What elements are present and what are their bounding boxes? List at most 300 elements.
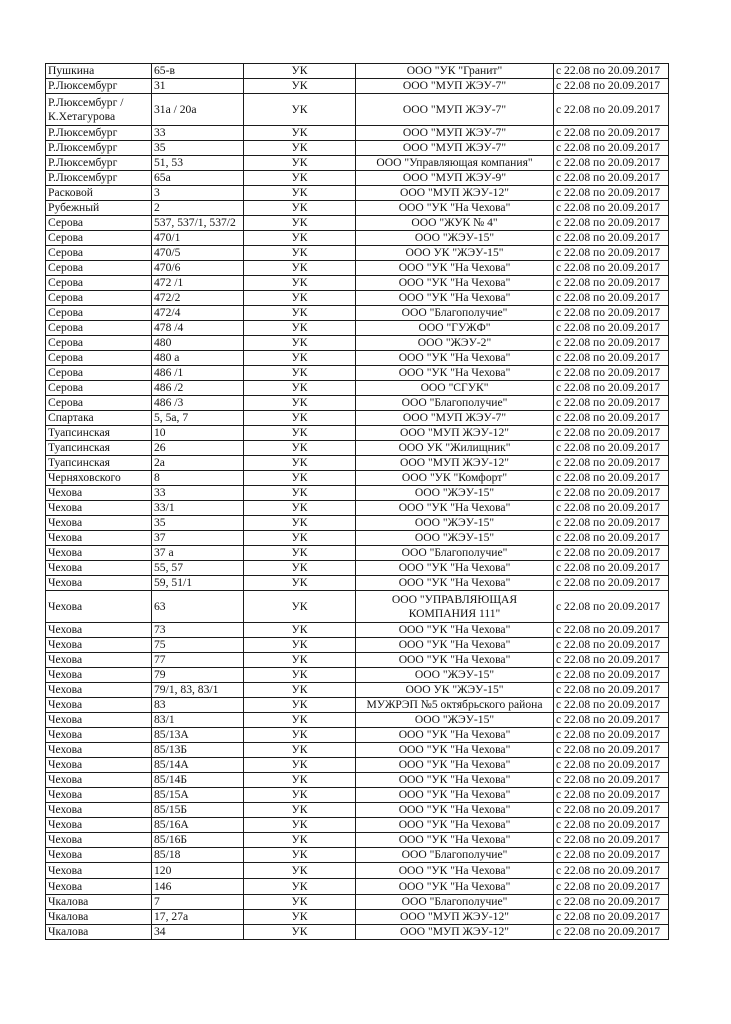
table-row <box>46 818 669 833</box>
house-cell: 486 /2 <box>152 381 244 396</box>
type-cell: УК <box>244 788 356 803</box>
street-cell: Р.Люксембург <box>46 156 152 171</box>
period-cell: с 22.08 по 20.09.2017 <box>554 201 669 216</box>
type-cell: УК <box>244 186 356 201</box>
type-cell: УК <box>244 591 356 623</box>
type-cell: УК <box>244 728 356 743</box>
organization-cell: ООО "УК "На Чехова" <box>356 863 554 879</box>
street-cell: Чехова <box>46 623 152 638</box>
organization-cell: ООО "МУП ЖЭУ-7" <box>356 126 554 141</box>
house-cell: 59, 51/1 <box>152 576 244 591</box>
organization-cell: ООО "ЖЭУ-15" <box>356 516 554 531</box>
organization-cell: ООО "УК "На Чехова" <box>356 576 554 591</box>
house-cell: 480 <box>152 336 244 351</box>
table-row <box>46 441 669 456</box>
house-cell: 35 <box>152 141 244 156</box>
house-cell: 31 <box>152 79 244 94</box>
period-cell: с 22.08 по 20.09.2017 <box>554 546 669 561</box>
period-cell: с 22.08 по 20.09.2017 <box>554 171 669 186</box>
table-row <box>46 743 669 758</box>
period-cell: с 22.08 по 20.09.2017 <box>554 848 669 863</box>
street-cell: Чкалова <box>46 910 152 925</box>
house-cell: 55, 57 <box>152 561 244 576</box>
type-cell: УК <box>244 743 356 758</box>
street-cell: Р.Люксембург <box>46 171 152 186</box>
type-cell: УК <box>244 668 356 683</box>
street-cell: Серова <box>46 231 152 246</box>
type-cell: УК <box>244 79 356 94</box>
period-cell: с 22.08 по 20.09.2017 <box>554 79 669 94</box>
organization-cell: ООО "УК "На Чехова" <box>356 653 554 668</box>
house-cell: 65-в <box>152 64 244 79</box>
type-cell: УК <box>244 141 356 156</box>
type-cell: УК <box>244 156 356 171</box>
table-row <box>46 910 669 925</box>
table-row <box>46 803 669 818</box>
organization-cell: ООО "УК "На Чехова" <box>356 366 554 381</box>
table-row <box>46 773 669 788</box>
period-cell: с 22.08 по 20.09.2017 <box>554 231 669 246</box>
street-cell: Серова <box>46 336 152 351</box>
street-cell: Серова <box>46 321 152 336</box>
table-row <box>46 501 669 516</box>
house-cell: 83 <box>152 698 244 713</box>
period-cell: с 22.08 по 20.09.2017 <box>554 396 669 411</box>
organization-cell: ООО "УК "На Чехова" <box>356 833 554 848</box>
organization-cell: ООО "УК "На Чехова" <box>356 788 554 803</box>
period-cell: с 22.08 по 20.09.2017 <box>554 411 669 426</box>
house-cell: 2а <box>152 456 244 471</box>
period-cell: с 22.08 по 20.09.2017 <box>554 291 669 306</box>
street-cell: Чехова <box>46 591 152 623</box>
type-cell: УК <box>244 773 356 788</box>
table-row <box>46 246 669 261</box>
street-cell: Чехова <box>46 863 152 879</box>
table-row <box>46 623 669 638</box>
house-cell: 83/1 <box>152 713 244 728</box>
house-cell: 85/18 <box>152 848 244 863</box>
street-cell: Серова <box>46 366 152 381</box>
house-cell: 33/1 <box>152 501 244 516</box>
street-cell: Серова <box>46 381 152 396</box>
table-row <box>46 925 669 940</box>
organization-cell: ООО "Благополучие" <box>356 848 554 863</box>
house-cell: 486 /1 <box>152 366 244 381</box>
organization-cell: ООО "МУП ЖЭУ-7" <box>356 94 554 126</box>
table-row <box>46 471 669 486</box>
organization-cell: ООО УК "ЖЭУ-15" <box>356 683 554 698</box>
table-row <box>46 381 669 396</box>
organization-cell: ООО "СГУК" <box>356 381 554 396</box>
period-cell: с 22.08 по 20.09.2017 <box>554 94 669 126</box>
type-cell: УК <box>244 276 356 291</box>
period-cell: с 22.08 по 20.09.2017 <box>554 336 669 351</box>
house-cell: 146 <box>152 879 244 895</box>
organization-cell: ООО УК "Жилищник" <box>356 441 554 456</box>
type-cell: УК <box>244 441 356 456</box>
organization-cell: ООО "УК "Комфорт" <box>356 471 554 486</box>
period-cell: с 22.08 по 20.09.2017 <box>554 698 669 713</box>
house-cell: 470/5 <box>152 246 244 261</box>
street-cell: Чехова <box>46 743 152 758</box>
table-row <box>46 531 669 546</box>
house-cell: 73 <box>152 623 244 638</box>
type-cell: УК <box>244 381 356 396</box>
organization-cell: ООО "УК "На Чехова" <box>356 291 554 306</box>
organization-cell: ООО "УК "На Чехова" <box>356 758 554 773</box>
period-cell: с 22.08 по 20.09.2017 <box>554 426 669 441</box>
street-cell: Расковой <box>46 186 152 201</box>
table-row <box>46 516 669 531</box>
period-cell: с 22.08 по 20.09.2017 <box>554 456 669 471</box>
organization-cell: ООО "ЖУК № 4" <box>356 216 554 231</box>
period-cell: с 22.08 по 20.09.2017 <box>554 276 669 291</box>
organization-cell: ООО "МУП ЖЭУ-9" <box>356 171 554 186</box>
period-cell: с 22.08 по 20.09.2017 <box>554 516 669 531</box>
type-cell: УК <box>244 531 356 546</box>
type-cell: УК <box>244 546 356 561</box>
street-cell: Чехова <box>46 698 152 713</box>
type-cell: УК <box>244 336 356 351</box>
table-row <box>46 186 669 201</box>
period-cell: с 22.08 по 20.09.2017 <box>554 486 669 501</box>
type-cell: УК <box>244 863 356 879</box>
period-cell: с 22.08 по 20.09.2017 <box>554 531 669 546</box>
table-body <box>46 64 669 940</box>
organization-cell: ООО "УК "На Чехова" <box>356 879 554 895</box>
street-cell: Серова <box>46 216 152 231</box>
type-cell: УК <box>244 411 356 426</box>
table-row <box>46 291 669 306</box>
type-cell: УК <box>244 471 356 486</box>
street-cell: Чехова <box>46 683 152 698</box>
street-cell: Серова <box>46 246 152 261</box>
street-cell: Чехова <box>46 833 152 848</box>
period-cell: с 22.08 по 20.09.2017 <box>554 186 669 201</box>
organization-cell: ООО "МУП ЖЭУ-7" <box>356 79 554 94</box>
period-cell: с 22.08 по 20.09.2017 <box>554 743 669 758</box>
period-cell: с 22.08 по 20.09.2017 <box>554 216 669 231</box>
period-cell: с 22.08 по 20.09.2017 <box>554 713 669 728</box>
type-cell: УК <box>244 516 356 531</box>
street-cell: Чехова <box>46 653 152 668</box>
period-cell: с 22.08 по 20.09.2017 <box>554 576 669 591</box>
house-cell: 51, 53 <box>152 156 244 171</box>
table-row <box>46 141 669 156</box>
period-cell: с 22.08 по 20.09.2017 <box>554 351 669 366</box>
table-row <box>46 156 669 171</box>
house-cell: 85/13Б <box>152 743 244 758</box>
type-cell: УК <box>244 683 356 698</box>
house-cell: 85/16А <box>152 818 244 833</box>
period-cell: с 22.08 по 20.09.2017 <box>554 758 669 773</box>
period-cell: с 22.08 по 20.09.2017 <box>554 321 669 336</box>
organization-cell: ООО "УК "На Чехова" <box>356 728 554 743</box>
period-cell: с 22.08 по 20.09.2017 <box>554 925 669 940</box>
table-row <box>46 576 669 591</box>
type-cell: УК <box>244 638 356 653</box>
street-cell: Р.Люксембург <box>46 126 152 141</box>
type-cell: УК <box>244 64 356 79</box>
table-row <box>46 833 669 848</box>
house-cell: 470/6 <box>152 261 244 276</box>
organization-cell: ООО "МУП ЖЭУ-12" <box>356 426 554 441</box>
house-cell: 120 <box>152 863 244 879</box>
organization-cell: ООО "МУП ЖЭУ-7" <box>356 411 554 426</box>
organization-cell: ООО "ЖЭУ-15" <box>356 668 554 683</box>
house-cell: 478 /4 <box>152 321 244 336</box>
table-row <box>46 863 669 879</box>
type-cell: УК <box>244 351 356 366</box>
house-cell: 537, 537/1, 537/2 <box>152 216 244 231</box>
house-cell: 85/13А <box>152 728 244 743</box>
table-row <box>46 201 669 216</box>
table-row <box>46 653 669 668</box>
period-cell: с 22.08 по 20.09.2017 <box>554 879 669 895</box>
table-row <box>46 758 669 773</box>
house-cell: 37 <box>152 531 244 546</box>
table-row <box>46 216 669 231</box>
period-cell: с 22.08 по 20.09.2017 <box>554 141 669 156</box>
street-cell: Чехова <box>46 788 152 803</box>
street-cell: Рубежный <box>46 201 152 216</box>
house-cell: 470/1 <box>152 231 244 246</box>
house-cell: 472 /1 <box>152 276 244 291</box>
street-cell: Серова <box>46 276 152 291</box>
house-cell: 79/1, 83, 83/1 <box>152 683 244 698</box>
type-cell: УК <box>244 758 356 773</box>
house-cell: 85/14А <box>152 758 244 773</box>
street-cell: Р.Люксембург <box>46 141 152 156</box>
street-cell: Чехова <box>46 531 152 546</box>
period-cell: с 22.08 по 20.09.2017 <box>554 638 669 653</box>
table-row <box>46 698 669 713</box>
period-cell: с 22.08 по 20.09.2017 <box>554 306 669 321</box>
period-cell: с 22.08 по 20.09.2017 <box>554 653 669 668</box>
type-cell: УК <box>244 246 356 261</box>
house-cell: 472/4 <box>152 306 244 321</box>
organization-cell: ООО "УК "На Чехова" <box>356 803 554 818</box>
street-cell: Чехова <box>46 728 152 743</box>
table-row <box>46 895 669 910</box>
period-cell: с 22.08 по 20.09.2017 <box>554 381 669 396</box>
house-cell: 472/2 <box>152 291 244 306</box>
street-cell: Чехова <box>46 576 152 591</box>
house-cell: 10 <box>152 426 244 441</box>
type-cell: УК <box>244 366 356 381</box>
organization-cell: ООО "УК "На Чехова" <box>356 623 554 638</box>
house-cell: 85/14Б <box>152 773 244 788</box>
house-cell: 37 а <box>152 546 244 561</box>
street-cell: Чехова <box>46 516 152 531</box>
street-cell: Чехова <box>46 713 152 728</box>
table-row <box>46 879 669 895</box>
house-cell: 75 <box>152 638 244 653</box>
house-cell: 77 <box>152 653 244 668</box>
organization-cell: ООО "УПРАВЛЯЮЩАЯ КОМПАНИЯ 111" <box>356 591 554 623</box>
house-cell: 33 <box>152 486 244 501</box>
house-cell: 79 <box>152 668 244 683</box>
type-cell: УК <box>244 910 356 925</box>
housing-table <box>45 63 669 940</box>
table-row <box>46 683 669 698</box>
organization-cell: ООО "Благополучие" <box>356 306 554 321</box>
house-cell: 85/15Б <box>152 803 244 818</box>
house-cell: 17, 27а <box>152 910 244 925</box>
table-row <box>46 411 669 426</box>
table-row <box>46 728 669 743</box>
type-cell: УК <box>244 925 356 940</box>
organization-cell: ООО "УК "На Чехова" <box>356 743 554 758</box>
organization-cell: ООО "ЖЭУ-15" <box>356 713 554 728</box>
organization-cell: ООО "ЖЭУ-15" <box>356 531 554 546</box>
period-cell: с 22.08 по 20.09.2017 <box>554 728 669 743</box>
organization-cell: ООО "ЖЭУ-2" <box>356 336 554 351</box>
house-cell: 480 а <box>152 351 244 366</box>
type-cell: УК <box>244 261 356 276</box>
house-cell: 63 <box>152 591 244 623</box>
house-cell: 8 <box>152 471 244 486</box>
period-cell: с 22.08 по 20.09.2017 <box>554 803 669 818</box>
street-cell: Чехова <box>46 848 152 863</box>
table-row <box>46 396 669 411</box>
table-row <box>46 638 669 653</box>
street-cell: Чехова <box>46 638 152 653</box>
organization-cell: ООО "УК "На Чехова" <box>356 501 554 516</box>
period-cell: с 22.08 по 20.09.2017 <box>554 64 669 79</box>
organization-cell: ООО "УК "На Чехова" <box>356 261 554 276</box>
street-cell: Туапсинская <box>46 426 152 441</box>
table-row <box>46 713 669 728</box>
type-cell: УК <box>244 306 356 321</box>
period-cell: с 22.08 по 20.09.2017 <box>554 788 669 803</box>
type-cell: УК <box>244 321 356 336</box>
table-row <box>46 848 669 863</box>
period-cell: с 22.08 по 20.09.2017 <box>554 668 669 683</box>
table-row <box>46 276 669 291</box>
street-cell: Чехова <box>46 803 152 818</box>
period-cell: с 22.08 по 20.09.2017 <box>554 471 669 486</box>
type-cell: УК <box>244 231 356 246</box>
organization-cell: ООО "УК "На Чехова" <box>356 201 554 216</box>
street-cell: Туапсинская <box>46 456 152 471</box>
street-cell: Чехова <box>46 818 152 833</box>
house-cell: 65а <box>152 171 244 186</box>
table-row <box>46 561 669 576</box>
type-cell: УК <box>244 698 356 713</box>
street-cell: Чехова <box>46 758 152 773</box>
street-cell: Туапсинская <box>46 441 152 456</box>
organization-cell: ООО "МУП ЖЭУ-12" <box>356 456 554 471</box>
period-cell: с 22.08 по 20.09.2017 <box>554 591 669 623</box>
organization-cell: ООО "Благополучие" <box>356 546 554 561</box>
organization-cell: ООО "ГУЖФ" <box>356 321 554 336</box>
street-cell: Чехова <box>46 879 152 895</box>
type-cell: УК <box>244 879 356 895</box>
type-cell: УК <box>244 895 356 910</box>
type-cell: УК <box>244 456 356 471</box>
type-cell: УК <box>244 848 356 863</box>
table-row <box>46 321 669 336</box>
period-cell: с 22.08 по 20.09.2017 <box>554 818 669 833</box>
street-cell: Чехова <box>46 561 152 576</box>
house-cell: 486 /3 <box>152 396 244 411</box>
table-row <box>46 668 669 683</box>
period-cell: с 22.08 по 20.09.2017 <box>554 910 669 925</box>
street-cell: Пушкина <box>46 64 152 79</box>
period-cell: с 22.08 по 20.09.2017 <box>554 623 669 638</box>
table-row <box>46 94 669 126</box>
street-cell: Спартака <box>46 411 152 426</box>
table-row <box>46 351 669 366</box>
street-cell: Серова <box>46 306 152 321</box>
table-row <box>46 486 669 501</box>
type-cell: УК <box>244 501 356 516</box>
period-cell: с 22.08 по 20.09.2017 <box>554 126 669 141</box>
street-cell: Серова <box>46 291 152 306</box>
street-cell: Чкалова <box>46 895 152 910</box>
table-row <box>46 456 669 471</box>
period-cell: с 22.08 по 20.09.2017 <box>554 441 669 456</box>
table-row <box>46 306 669 321</box>
organization-cell: ООО "ЖЭУ-15" <box>356 486 554 501</box>
organization-cell: ООО "УК "На Чехова" <box>356 773 554 788</box>
period-cell: с 22.08 по 20.09.2017 <box>554 501 669 516</box>
table-row <box>46 261 669 276</box>
street-cell: Серова <box>46 351 152 366</box>
type-cell: УК <box>244 653 356 668</box>
street-cell: Чехова <box>46 546 152 561</box>
period-cell: с 22.08 по 20.09.2017 <box>554 833 669 848</box>
type-cell: УК <box>244 126 356 141</box>
house-cell: 5, 5а, 7 <box>152 411 244 426</box>
street-cell: Чехова <box>46 486 152 501</box>
period-cell: с 22.08 по 20.09.2017 <box>554 863 669 879</box>
type-cell: УК <box>244 216 356 231</box>
organization-cell: ООО "Благополучие" <box>356 396 554 411</box>
type-cell: УК <box>244 396 356 411</box>
period-cell: с 22.08 по 20.09.2017 <box>554 561 669 576</box>
type-cell: УК <box>244 201 356 216</box>
street-cell: Р.Люксембург <box>46 79 152 94</box>
table-row <box>46 171 669 186</box>
organization-cell: ООО "УК "Гранит" <box>356 64 554 79</box>
house-cell: 7 <box>152 895 244 910</box>
type-cell: УК <box>244 818 356 833</box>
type-cell: УК <box>244 426 356 441</box>
type-cell: УК <box>244 623 356 638</box>
house-cell: 35 <box>152 516 244 531</box>
organization-cell: ООО УК "ЖЭУ-15" <box>356 246 554 261</box>
type-cell: УК <box>244 561 356 576</box>
house-cell: 2 <box>152 201 244 216</box>
organization-cell: МУЖРЭП №5 октябрьского района <box>356 698 554 713</box>
table-row <box>46 591 669 623</box>
street-cell: Чехова <box>46 501 152 516</box>
type-cell: УК <box>244 576 356 591</box>
period-cell: с 22.08 по 20.09.2017 <box>554 683 669 698</box>
type-cell: УК <box>244 291 356 306</box>
house-cell: 3 <box>152 186 244 201</box>
street-cell: Серова <box>46 261 152 276</box>
organization-cell: ООО "УК "На Чехова" <box>356 818 554 833</box>
house-cell: 26 <box>152 441 244 456</box>
table-row <box>46 788 669 803</box>
organization-cell: ООО "ЖЭУ-15" <box>356 231 554 246</box>
street-cell: Чкалова <box>46 925 152 940</box>
table-row <box>46 126 669 141</box>
house-cell: 85/15А <box>152 788 244 803</box>
